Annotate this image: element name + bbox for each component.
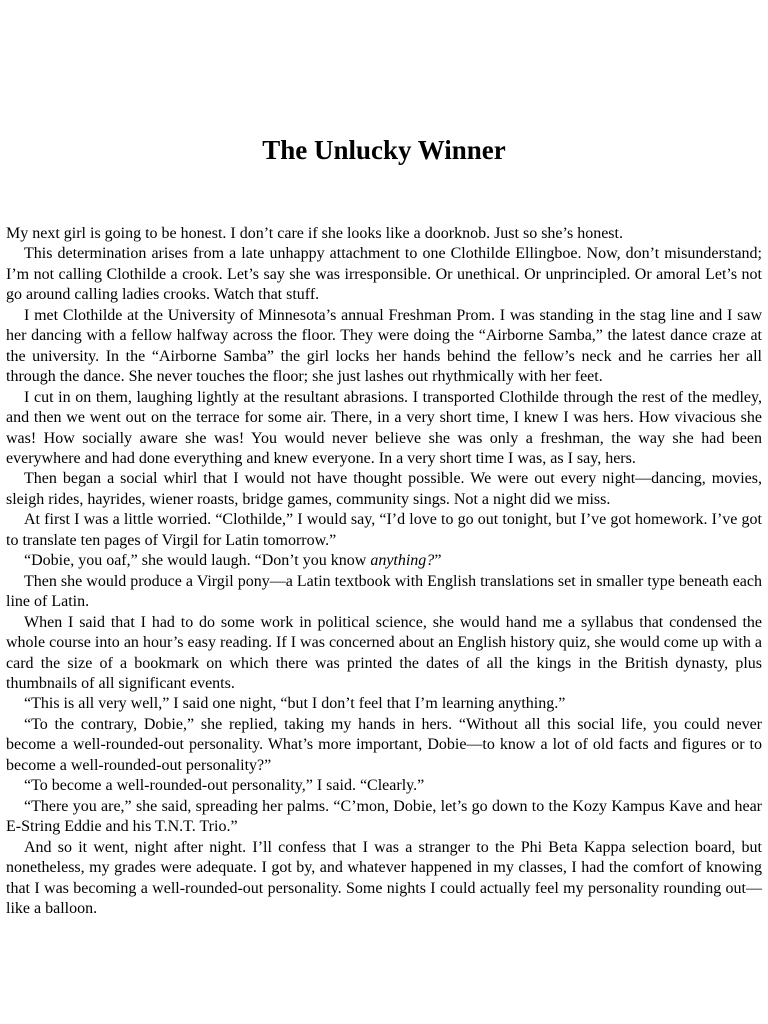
- paragraph: And so it went, night after night. I’ll confess that I was a stranger to the Phi Beta Kappa selection board, but nonetheless, my grades were adequate. I got by, and whatever happened in my classes, I had the comfort of knowing that I was becoming a well-rounded-out personality. Some nights I could actually feel my personality rounding out—like a balloon.: [6, 838, 762, 917]
- paragraph-emphasis: anything?: [370, 552, 435, 570]
- paragraph: “There you are,” she said, spreading her palms. “C’mon, Dobie, let’s go down to the Kozy Kampus Kave and hear E-String Eddie and his T.N.T. Trio.”: [6, 797, 762, 836]
- paragraph: This determination arises from a late unhappy attachment to one Clothilde Ellingboe. Now, don’t misunderstand; I’m not calling Clothilde a crook. Let’s say she was irresponsible. Or unethical. Or unprincipled. Or amoral Let’s not go around calling ladies crooks. Watch that stuff.: [6, 245, 762, 304]
- paragraph: “To become a well-rounded-out personality,” I said. “Clearly.”: [24, 777, 425, 795]
- paragraph: I met Clothilde at the University of Minnesota’s annual Freshman Prom. I was standing in the stag line and I saw her dancing with a fellow halfway across the floor. They were doing the “Airborne Samba,” the latest dance craze at the university. In the “Airborne Samba” the girl locks her hands behind the fellow’s neck and he carries her all through the dance. She never touches the floor; she just lashes out rhythmically with her feet.: [6, 306, 762, 386]
- paragraph: Then began a social whirl that I would not have thought possible. We were out every night—dancing, movies, sleigh rides, hayrides, wiener roasts, bridge games, community sings. Not a night did we miss.: [6, 470, 762, 508]
- paragraph: When I said that I had to do some work in political science, she would hand me a syllabus that condensed the whole course into an hour’s easy reading. If I was concerned about an English history quiz, she would come up with a card the size of a bookmark on which there was printed the dates of all the kings in the British dynasty, plus thumbnails of all significant events.: [6, 613, 762, 692]
- paragraph: “This is all very well,” I said one night, “but I don’t feel that I’m learning anything.”: [24, 695, 566, 713]
- paragraph: My next girl is going to be honest. I don’t care if she looks like a doorknob. Just so she’s honest.: [6, 225, 623, 242]
- paragraph: I cut in on them, laughing lightly at the resultant abrasions. I transported Clothilde through the rest of the medley, and then we went out on the terrace for some air. There, in a very short time, I knew I was hers. How vivacious she was! How socially aware she was! You would never believe she was only a freshman, the way she had been everywhere and had done everything and knew everyone. In a very short time I was, as I say, hers.: [6, 388, 762, 467]
- paragraph-text: “Dobie, you oaf,” she would laugh. “Don’t you know: [24, 552, 371, 570]
- paragraph-text: ”: [434, 552, 442, 570]
- paragraph: Then she would produce a Virgil pony—a Latin textbook with English translations set in smaller type beneath each line of Latin.: [6, 572, 762, 611]
- paragraph: “To the contrary, Dobie,” she replied, taking my hands in hers. “Without all this social life, you could never become a well-rounded-out personality. What’s more important, Dobie—to know a lot of old facts and figures or to become a well-rounded-out personality?”: [6, 715, 762, 774]
- chapter-body: [6, 224, 762, 919]
- paragraph: At first I was a little worried. “Clothilde,” I would say, “I’d love to go out tonight, but I’ve got homework. I’ve got to translate ten pages of Virgil for Latin tomorrow.”: [6, 511, 762, 549]
- paragraph: [6, 551, 762, 571]
- chapter-title: The Unlucky Winner: [262, 135, 506, 165]
